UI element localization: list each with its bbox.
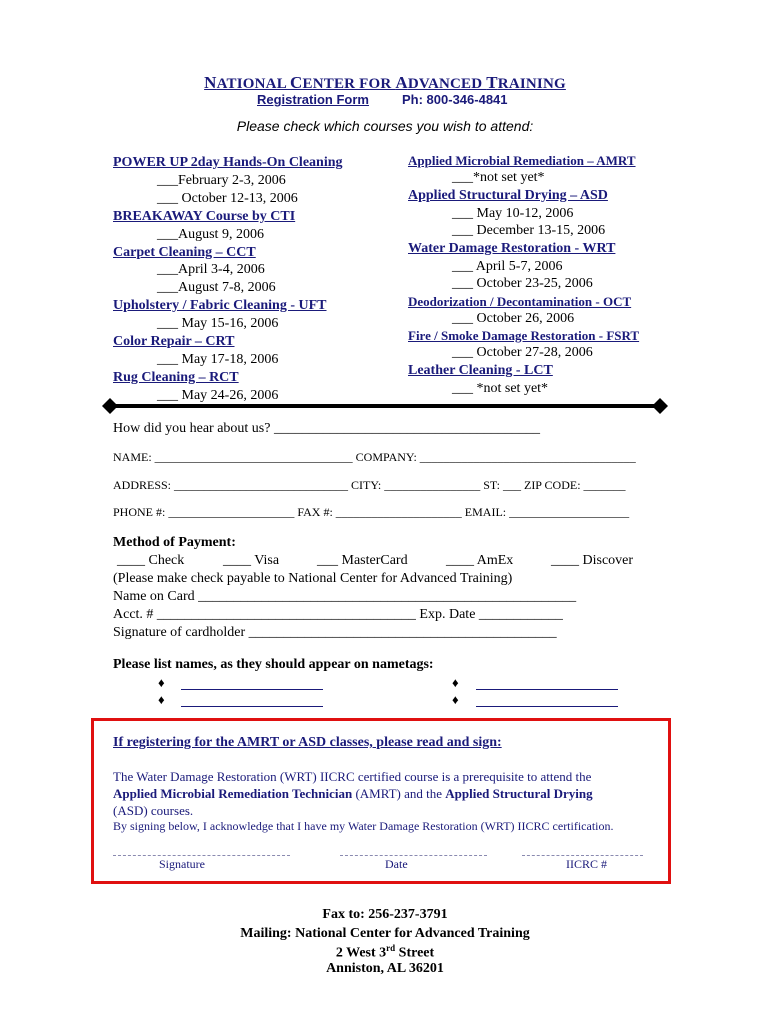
payment-visa-option[interactable]: ____ Visa <box>223 553 280 568</box>
iicrc-line[interactable] <box>522 855 643 856</box>
course-leather[interactable]: Leather Cleaning - LCT <box>408 363 553 378</box>
date-option[interactable]: ___ October 26, 2006 <box>452 311 575 326</box>
account-expiry-field[interactable]: Acct. # _____________________________________ Exp. Date ____________ <box>113 607 563 622</box>
date-option[interactable]: ___ May 10-12, 2006 <box>452 206 574 221</box>
date-option[interactable]: ___ December 13-15, 2006 <box>452 223 606 238</box>
course-asd[interactable]: Applied Structural Drying – ASD <box>408 188 608 203</box>
course-powerup[interactable]: POWER UP 2day Hands-On Cleaning <box>113 155 343 170</box>
bullet-icon: ♦ <box>158 675 165 690</box>
date-option[interactable]: ___August 9, 2006 <box>157 227 264 242</box>
date-option[interactable]: ___ May 17-18, 2006 <box>157 352 279 367</box>
hear-about-field[interactable]: How did you hear about us? ______________________________________ <box>113 421 540 436</box>
date-option[interactable]: ___ *not set yet* <box>452 381 549 396</box>
signature-line[interactable] <box>113 855 290 856</box>
nametags-heading: Please list names, as they should appear on nametags: <box>113 657 434 672</box>
right-course-list <box>408 152 639 397</box>
payment-mastercard-option[interactable]: ___ MasterCard <box>317 553 408 568</box>
date-option[interactable]: ___August 7-8, 2006 <box>157 280 276 295</box>
course-amrt[interactable]: Applied Microbial Remediation – AMRT <box>408 153 636 168</box>
signature-label: Signature <box>159 857 205 871</box>
payment-discover-option[interactable]: ____ Discover <box>551 553 634 568</box>
payment-heading: Method of Payment: <box>113 535 236 550</box>
notice-text-line2: Applied Microbial Remediation Technician (AMRT) and the Applied Structural Drying <box>113 786 593 801</box>
cardholder-signature-field[interactable]: Signature of cardholder ____________________________________________ <box>113 625 557 640</box>
notice-text-line1: The Water Damage Restoration (WRT) IICRC certified course is a prerequisite to attend the <box>113 769 592 784</box>
payment-amex-option[interactable]: ____ AmEx <box>446 553 514 568</box>
course-color-repair[interactable]: Color Repair – CRT <box>113 334 235 349</box>
course-breakaway[interactable]: BREAKAWAY Course by CTI <box>113 209 296 224</box>
city-line: Anniston, AL 36201 <box>326 961 444 976</box>
date-option[interactable]: ___April 3-4, 2006 <box>157 262 265 277</box>
mailing-line: Mailing: National Center for Advanced Training <box>240 926 530 941</box>
nametag-input-4[interactable] <box>476 706 618 707</box>
course-carpet-cleaning[interactable]: Carpet Cleaning – CCT <box>113 245 256 260</box>
date-option[interactable]: ___ October 27-28, 2006 <box>452 345 593 360</box>
notice-text-line3: (ASD) courses. <box>113 803 194 818</box>
nametag-input-1[interactable] <box>181 689 323 690</box>
nametag-input-3[interactable] <box>476 689 618 690</box>
address-row[interactable]: ADDRESS: _____________________________ CITY: ________________ ST: ___ ZIP CODE: _______ <box>113 478 626 492</box>
notice-heading: If registering for the AMRT or ASD classes, please read and sign: <box>113 735 502 750</box>
nametag-input-2[interactable] <box>181 706 323 707</box>
course-oct[interactable]: Deodorization / Decontamination - OCT <box>408 294 632 309</box>
payment-check-option[interactable]: ____ Check <box>117 553 185 568</box>
date-option[interactable]: ___ October 23-25, 2006 <box>452 276 593 291</box>
course-rug-cleaning[interactable]: Rug Cleaning – RCT <box>113 370 239 385</box>
phone-label: Ph: 800-346-4841 <box>402 92 508 107</box>
iicrc-label: IICRC # <box>566 857 608 871</box>
date-option[interactable]: ___February 2-3, 2006 <box>157 173 286 188</box>
date-label: Date <box>385 857 408 871</box>
left-course-list <box>113 153 343 405</box>
date-line[interactable] <box>340 855 487 856</box>
date-option[interactable]: ___*not set yet* <box>452 170 545 185</box>
page-title: NATIONAL CENTER FOR ADVANCED TRAINING <box>204 73 566 92</box>
date-option[interactable]: ___ May 15-16, 2006 <box>157 316 279 331</box>
form-label: Registration Form <box>257 92 369 107</box>
date-option[interactable]: ___ October 12-13, 2006 <box>157 191 298 206</box>
phone-fax-email-row[interactable]: PHONE #: _____________________ FAX #: _____________________ EMAIL: ____________________ <box>113 505 630 519</box>
date-option[interactable]: ___ April 5-7, 2006 <box>452 259 563 274</box>
bullet-icon: ♦ <box>452 675 459 690</box>
bullet-icon: ♦ <box>452 692 459 707</box>
payable-note: (Please make check payable to National Center for Advanced Training) <box>113 571 513 586</box>
date-option[interactable]: ___ May 24-26, 2006 <box>157 388 279 403</box>
name-on-card-field[interactable]: Name on Card ______________________________________________________ <box>113 589 577 604</box>
section-divider <box>100 396 670 416</box>
course-fsrt[interactable]: Fire / Smoke Damage Restoration - FSRT <box>408 328 640 343</box>
bullet-icon: ♦ <box>158 692 165 707</box>
instruction-text: Please check which courses you wish to attend: <box>236 118 534 134</box>
fax-line: Fax to: 256-237-3791 <box>322 907 448 922</box>
course-upholstery[interactable]: Upholstery / Fabric Cleaning - UFT <box>113 298 327 313</box>
acknowledgement-text: By signing below, I acknowledge that I have my Water Damage Restoration (WRT) IICRC certification. <box>113 819 614 833</box>
course-wrt[interactable]: Water Damage Restoration - WRT <box>408 241 616 256</box>
name-company-row[interactable]: NAME: _________________________________ COMPANY: ____________________________________ <box>113 450 636 464</box>
street-line: 2 West 3rd Street <box>335 943 435 961</box>
